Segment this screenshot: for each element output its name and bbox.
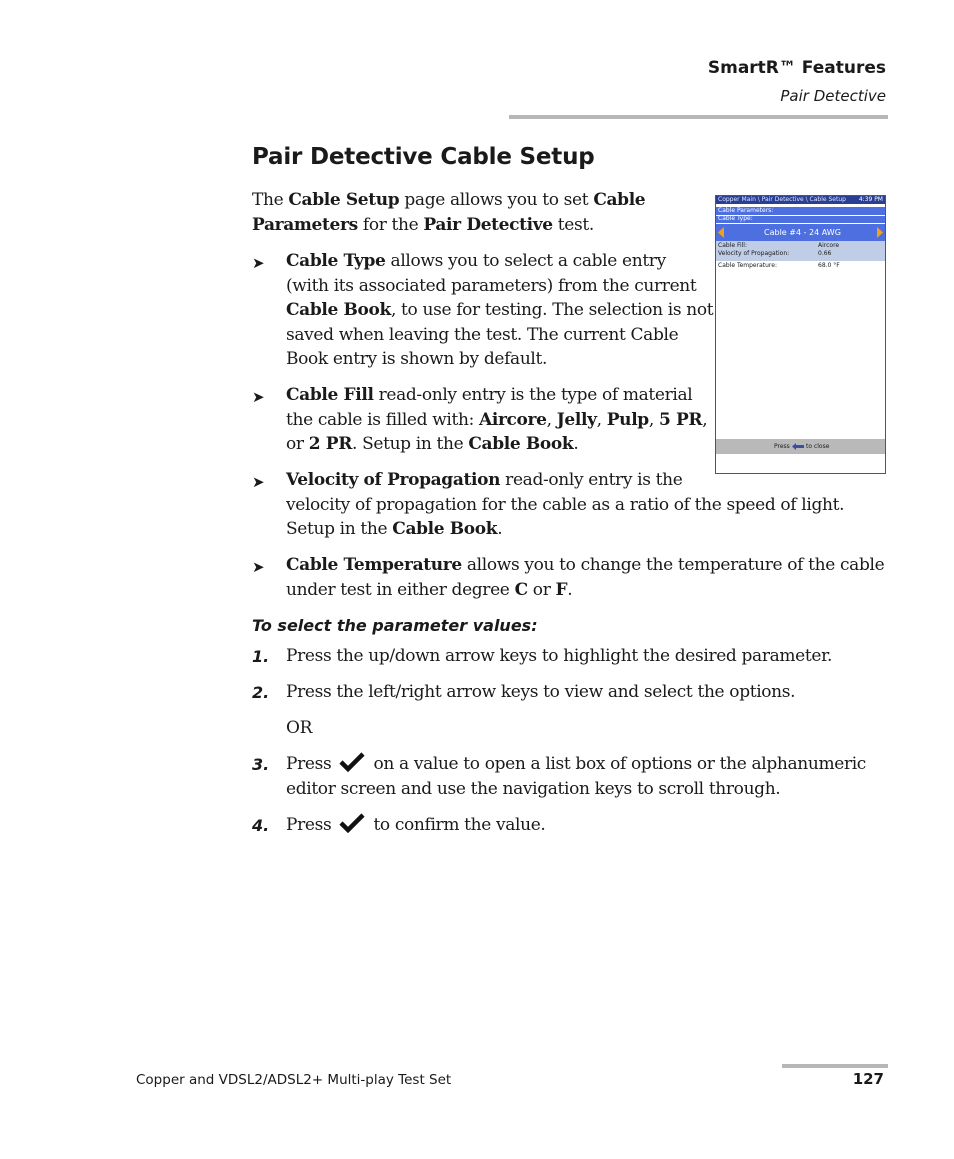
step-number: 3. (252, 755, 270, 774)
bullet-cable-fill: Cable Fill read-only entry is the type of material the cable is filled with: Aircore, Jelly, Pulp, 5 PR, or 2 PR. Setup in the Cable Book. (286, 385, 708, 454)
row-value: 0.66 (818, 250, 832, 257)
left-arrow-icon (718, 227, 724, 238)
intro-paragraph: The Cable Setup page allows you to set Cable Parameters for the Pair Detective test. (252, 190, 646, 235)
row-label: Velocity of Propagation: (718, 250, 790, 257)
screenshot-breadcrumb: Copper Main \ Pair Detective \ Cable Setup (718, 196, 846, 203)
step-3-text: Press on a value to open a list box of options or the alphanumeric editor screen and use the navigation keys to scroll through. (286, 754, 866, 799)
row-value: Aircore (818, 242, 840, 249)
bullet-arrow-icon: ➤ (252, 388, 265, 406)
step-2-text: Press the left/right arrow keys to view and select the options. (286, 682, 796, 702)
or-separator: OR (286, 718, 313, 738)
bullet-arrow-icon: ➤ (252, 473, 265, 491)
step-1-text: Press the up/down arrow keys to highlight the desired parameter. (286, 646, 833, 666)
screenshot-section-header: Cable Parameters: (716, 207, 885, 215)
step-number: 1. (252, 647, 270, 666)
row-label: Cable Temperature: (718, 262, 777, 269)
footer-document-title: Copper and VDSL2/ADSL2+ Multi-play Test Set (136, 1072, 452, 1088)
checkmark-icon (339, 813, 365, 833)
running-header-section: SmartR™ Features (707, 58, 886, 78)
step-4-text: Press to confirm the value. (286, 815, 546, 835)
screenshot-cable-type-value: Cable #4 - 24 AWG (764, 228, 841, 237)
screenshot-parameter-rows (716, 241, 885, 261)
screenshot-cable-type-label: Cable Type: (716, 216, 885, 223)
running-header-subsection: Pair Detective (780, 87, 886, 105)
procedure-title: To select the parameter values: (252, 616, 538, 635)
right-arrow-icon (877, 227, 883, 238)
row-value: 68.0 °F (818, 262, 840, 269)
bullet-arrow-icon: ➤ (252, 254, 265, 272)
step-number: 4. (252, 816, 270, 835)
page-heading: Pair Detective Cable Setup (252, 144, 595, 170)
cable-setup-screenshot (715, 195, 886, 474)
page-number: 127 (852, 1070, 884, 1088)
header-rule (509, 115, 888, 119)
back-arrow-icon (792, 443, 804, 450)
bullet-velocity: Velocity of Propagation read-only entry is the velocity of propagation for the cable as a ratio of the speed of light. Setup in the Cable Book. (286, 470, 845, 539)
screenshot-titlebar (716, 196, 885, 204)
bullet-temperature: Cable Temperature allows you to change the temperature of the cable under test in either degree C or F. (286, 555, 885, 600)
bullet-arrow-icon: ➤ (252, 558, 265, 576)
step-number: 2. (252, 683, 270, 702)
screenshot-footer: Press to close (716, 439, 885, 454)
screenshot-cable-type-selector (716, 224, 885, 241)
screenshot-clock: 4:39 PM (858, 196, 883, 203)
bullet-cable-type: Cable Type allows you to select a cable entry (with its associated parameters) from the current Cable Book, to use for testing. The selection is not saved when leaving the test. The current Cable Book entry is shown by default. (286, 251, 714, 369)
row-label: Cable Fill: (718, 242, 747, 249)
footer-rule (782, 1064, 888, 1068)
checkmark-icon (339, 752, 365, 772)
